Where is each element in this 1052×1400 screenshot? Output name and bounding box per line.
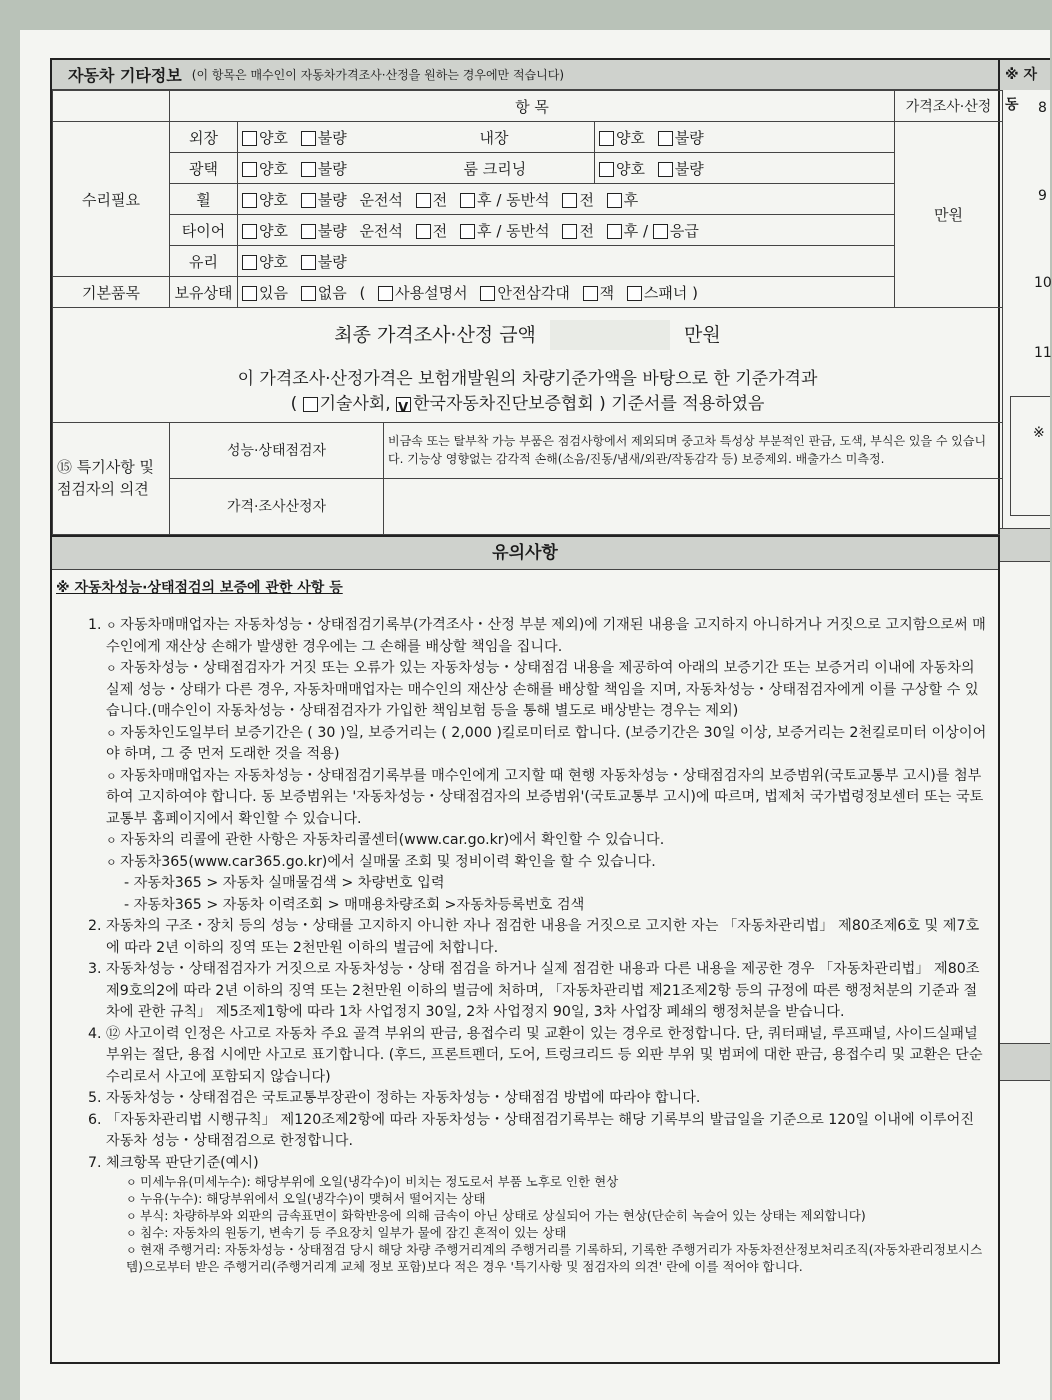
possession-label: 보유상태 bbox=[170, 277, 238, 308]
wheel-good-checkbox[interactable] bbox=[242, 193, 257, 208]
spanner-checkbox[interactable] bbox=[627, 286, 642, 301]
adjacent-num: 9 bbox=[1038, 188, 1047, 204]
other-info-table: 항 목 가격조사·산정 수리필요 외장 양호 불량 내장 양호 불량 만원 광택 양호 불량 룸 크리닝 양호 불량 휠 양호 불량 운전석 전 후 / 동반석 전 후 타이어 양호 불량 운전석 전 후 / 동반석 전 후 / 응급 유리 양호 불량 기본품목 보유상태 있음 없음 ( 사용설명서 안전삼각대 잭 스패너 ) 최종 가격조사·산정 금액 만원 이 가격조사·산정가격은 보험개발원의 차량기준가액을 바탕으로 한 기준가격과 ( 기술사회, V 한국자동차진단보증협회 ) 기준서를 적용하였음 ⑮ 특기사항 및 점검자의 의견 성능·상태점검자 비금속 또는 탈부착 가능 부품은 점검사항에서 제외되며 중고차 특성상 부분적인 판금, 도색, 부식은 있을 수 있습니다. 기능상 영향없는 감각적 손해(소음/진동/냄새/외관/작동감각 등) 보증제외. 배출가스 미측정. 가격·조사산정자 bbox=[52, 90, 1003, 535]
tire-driver-rear-checkbox[interactable] bbox=[460, 224, 475, 239]
row-room-cleaning: 룸 크리닝 bbox=[463, 159, 527, 178]
final-amount-label: 최종 가격조사·산정 금액 bbox=[334, 323, 536, 346]
tire-emergency-checkbox[interactable] bbox=[653, 224, 668, 239]
tire-good-checkbox[interactable] bbox=[242, 224, 257, 239]
have-checkbox[interactable] bbox=[242, 286, 257, 301]
basis-line: 이 가격조사·산정가격은 보험개발원의 차량기준가액을 바탕으로 한 기준가격과 bbox=[237, 368, 818, 389]
section-note: (이 항목은 매수인이 자동차가격조사·산정을 원하는 경우에만 적습니다) bbox=[191, 68, 565, 82]
wheel-driver-front-checkbox[interactable] bbox=[416, 193, 431, 208]
manual-checkbox[interactable] bbox=[378, 286, 393, 301]
basis-option-2: 한국자동차진단보증협회 bbox=[413, 393, 594, 414]
glass-good-checkbox[interactable] bbox=[242, 255, 257, 270]
wheel-bad-checkbox[interactable] bbox=[301, 193, 316, 208]
notice-subhead: ※ 자동차성능·상태점검의 보증에 관한 사항 등 bbox=[56, 579, 343, 596]
notice-item-5: 5. 자동차성능・상태점검은 국토교통부장관이 정하는 자동차성능・상태점검 방법에 따라야 합니다. bbox=[106, 1088, 988, 1110]
notice-item-3: 3. 자동차성능・상태점검자가 거짓으로 자동차성능・상태 점검을 하거나 실제 점검한 내용과 다른 내용을 제공한 경우 「자동차관리법」 제80조제9호의2에 따라 2년 이하의 징역 또는 2천만원 이하의 벌금에 처하며, 「자동차관리법 제21조제2항 등의 규정에 따른 행정처분의 기준과 절차에 관한 규칙」 제5조제1항에 따라 1차 사업정지 30일, 2차 사업정지 90일, 3차 사업장 폐쇄의 행정처분을 받습니다. bbox=[106, 959, 988, 1024]
wheel-passenger-front-checkbox[interactable] bbox=[562, 193, 577, 208]
notice-item-6: 6. 「자동차관리법 시행규칙」 제120조제2항에 따라 자동차성능・상태점검기록부는 해당 기록부의 발급일을 기준으로 120일 이내에 이루어진 자동차 성능・상태점검으로 한정합니다. bbox=[106, 1110, 988, 1153]
adjacent-box: ※ bbox=[1010, 396, 1050, 516]
row-gloss: 광택 bbox=[170, 153, 238, 184]
wheel-passenger-rear-checkbox[interactable] bbox=[607, 193, 622, 208]
row-interior: 내장 bbox=[479, 128, 509, 147]
tire-passenger-rear-checkbox[interactable] bbox=[607, 224, 622, 239]
row-wheel: 휠 bbox=[170, 184, 238, 215]
gloss-bad-checkbox[interactable] bbox=[301, 162, 316, 177]
triangle-checkbox[interactable] bbox=[480, 286, 495, 301]
adjacent-page-strip bbox=[1000, 58, 1050, 1364]
adjacent-bar bbox=[1000, 1043, 1050, 1081]
tire-bad-checkbox[interactable] bbox=[301, 224, 316, 239]
interior-bad-checkbox[interactable] bbox=[658, 131, 673, 146]
notice-title: 유의사항 bbox=[52, 535, 998, 570]
row-tire: 타이어 bbox=[170, 215, 238, 246]
adjacent-num: 8 bbox=[1038, 100, 1047, 116]
basis-tech-society-checkbox[interactable] bbox=[303, 397, 318, 412]
exterior-bad-checkbox[interactable] bbox=[301, 131, 316, 146]
basic-label: 기본품목 bbox=[53, 277, 170, 308]
final-amount-field[interactable] bbox=[550, 320, 670, 350]
none-checkbox[interactable] bbox=[301, 286, 316, 301]
notice-item-7: 7. 체크항목 판단기준(예시) ㅇ 미세누유(미세누수): 해당부위에 오일(냉각수)이 비치는 정도로서 부품 노후로 인한 현상 ㅇ 누유(누수): 해당부위에서 오일(냉각수)이 맺혀서 떨어지는 상태 ㅇ 부식: 차량하부와 외판의 금속표면이 화학반응에 의해 금속이 아닌 상태로 상실되어 가는 현상(단순히 녹슬어 있는 상태는 제외합니다) ㅇ 침수: 자동차의 원동기, 변속기 등 주요장치 일부가 물에 잠긴 흔적이 있는 상태 ㅇ 현재 주행거리: 자동차성능・상태점검 당시 해당 차량 주행거리계의 주행거리를 기록하되, 기록한 주행거리가 자동차전산정보처리조직(자동차관리정보시스템)으로부터 받은 주행거리(주행거리계 교체 정보 포함)보다 적은 경우 '특기사항 및 점검자의 의견' 란에 이를 적어야 합니다. bbox=[106, 1153, 988, 1276]
cleaning-bad-checkbox[interactable] bbox=[658, 162, 673, 177]
wheel-driver-rear-checkbox[interactable] bbox=[460, 193, 475, 208]
basis-option-1: 기술사회, bbox=[319, 393, 391, 414]
header-price: 가격조사·산정 bbox=[895, 91, 1003, 122]
repair-label: 수리필요 bbox=[53, 122, 170, 277]
adjacent-bar bbox=[1000, 528, 1050, 562]
adjacent-num: 11 bbox=[1034, 345, 1052, 361]
header-item: 항 목 bbox=[170, 91, 895, 122]
appraiser-label: 가격·조사산정자 bbox=[170, 478, 384, 534]
jack-checkbox[interactable] bbox=[583, 286, 598, 301]
adjacent-num: 10 bbox=[1034, 275, 1052, 291]
row-glass: 유리 bbox=[170, 246, 238, 277]
tire-passenger-front-checkbox[interactable] bbox=[562, 224, 577, 239]
glass-bad-checkbox[interactable] bbox=[301, 255, 316, 270]
notice-item-4: 4. ⑫ 사고이력 인정은 사고로 자동차 주요 골격 부위의 판금, 용접수리 및 교환이 있는 경우로 한정합니다. 단, 쿼터패널, 루프패널, 사이드실패널 부위는 절단, 용접 시에만 사고로 표기합니다. (후드, 프론트펜더, 도어, 트렁크리드 등 외판 부위 및 범퍼에 대한 판금, 용접수리 및 교환은 단순수리로서 사고에 포함되지 않습니다) bbox=[106, 1024, 988, 1089]
section-header bbox=[52, 60, 998, 90]
row-exterior: 외장 bbox=[170, 122, 238, 153]
section-title: 자동차 기타정보 bbox=[68, 66, 182, 85]
remarks-label: ⑮ 특기사항 및 점검자의 의견 bbox=[53, 422, 170, 534]
adjacent-header: ※ 자동 bbox=[1000, 60, 1050, 90]
final-amount-unit: 만원 bbox=[684, 323, 721, 346]
gloss-good-checkbox[interactable] bbox=[242, 162, 257, 177]
notice-item-1: ㅇ 1. 자동차매매업자는 자동차성능・상태점검기록부(가격조사・산정 부분 제외)에 기재된 내용을 고지하지 아니하거나 거짓으로 고지함으로써 매수인에게 재산상 손해가 발생한 경우에는 그 손해를 배상할 책임을 집니다. ㅇ 자동차성능・상태점검자가 거짓 또는 오류가 있는 자동차성능・상태점검 내용을 제공하여 아래의 보증기간 또는 보증거리 이내에 자동차의 실제 성능・상태가 다른 경우, 자동차매매업자는 매수인의 재산상 손해를 배상할 책임을 지며, 자동차성능・상태점검자에게 이를 구상할 수 있습니다.(매수인이 자동차성능・상태점검자가 가입한 책임보험 등을 통해 별도로 배상받는 경우는 제외) ㅇ 자동차인도일부터 보증기간은 ( 30 )일, 보증거리는 ( 2,000 )킬로미터로 합니다. (보증기간은 30일 이상, 보증거리는 2천킬로미터 이상이어야 하며, 그 중 먼저 도래한 것을 적용) ㅇ 자동차매매업자는 자동차성능・상태점검기록부를 매수인에게 고지할 때 현행 자동차성능・상태점검자의 보증범위(국토교통부 고시)를 첨부하여 고지하여야 합니다. 동 보증범위는 '자동차성능・상태점검자의 보증범위'(국토교통부 고시)에 따르며, 법제처 국가법령정보센터 또는 국토교통부 홈페이지에서 확인할 수 있습니다. ㅇ 자동차의 리콜에 관한 사항은 자동차리콜센터(www.car.go.kr)에서 확인할 수 있습니다. ㅇ 자동차365(www.car365.go.kr)에서 실매물 조회 및 정비이력 확인을 할 수 있습니다. - 자동차365 > 자동차 실매물검색 > 차량번호 입력 - 자동차365 > 자동차 이력조회 > 매매용차량조회 >자동차등록번호 검색 bbox=[106, 615, 988, 916]
exterior-good-checkbox[interactable] bbox=[242, 131, 257, 146]
tire-driver-front-checkbox[interactable] bbox=[416, 224, 431, 239]
cleaning-good-checkbox[interactable] bbox=[599, 162, 614, 177]
inspector-label: 성능·상태점검자 bbox=[170, 422, 384, 478]
basis-kaida-checkbox[interactable] bbox=[396, 397, 411, 412]
inspection-form bbox=[50, 58, 1000, 1364]
price-unit: 만원 bbox=[895, 122, 1003, 308]
notice-body bbox=[52, 570, 998, 1276]
appraiser-opinion-field[interactable] bbox=[384, 478, 1003, 534]
notice-item-2: 2. 자동차의 구조・장치 등의 성능・상태를 고지하지 아니한 자나 점검한 내용을 거짓으로 고지한 자는 「자동차관리법」 제80조제6호 및 제7호에 따라 2년 이하의 징역 또는 2천만원 이하의 벌금에 처합니다. bbox=[106, 916, 988, 959]
interior-good-checkbox[interactable] bbox=[599, 131, 614, 146]
inspector-opinion: 비금속 또는 탈부착 가능 부품은 점검사항에서 제외되며 중고차 특성상 부분적인 판금, 도색, 부식은 있을 수 있습니다. 기능상 영향없는 감각적 손해(소음/진동/냄새/외관/작동감각 등) 보증제외. 배출가스 미측정. bbox=[384, 422, 1003, 478]
